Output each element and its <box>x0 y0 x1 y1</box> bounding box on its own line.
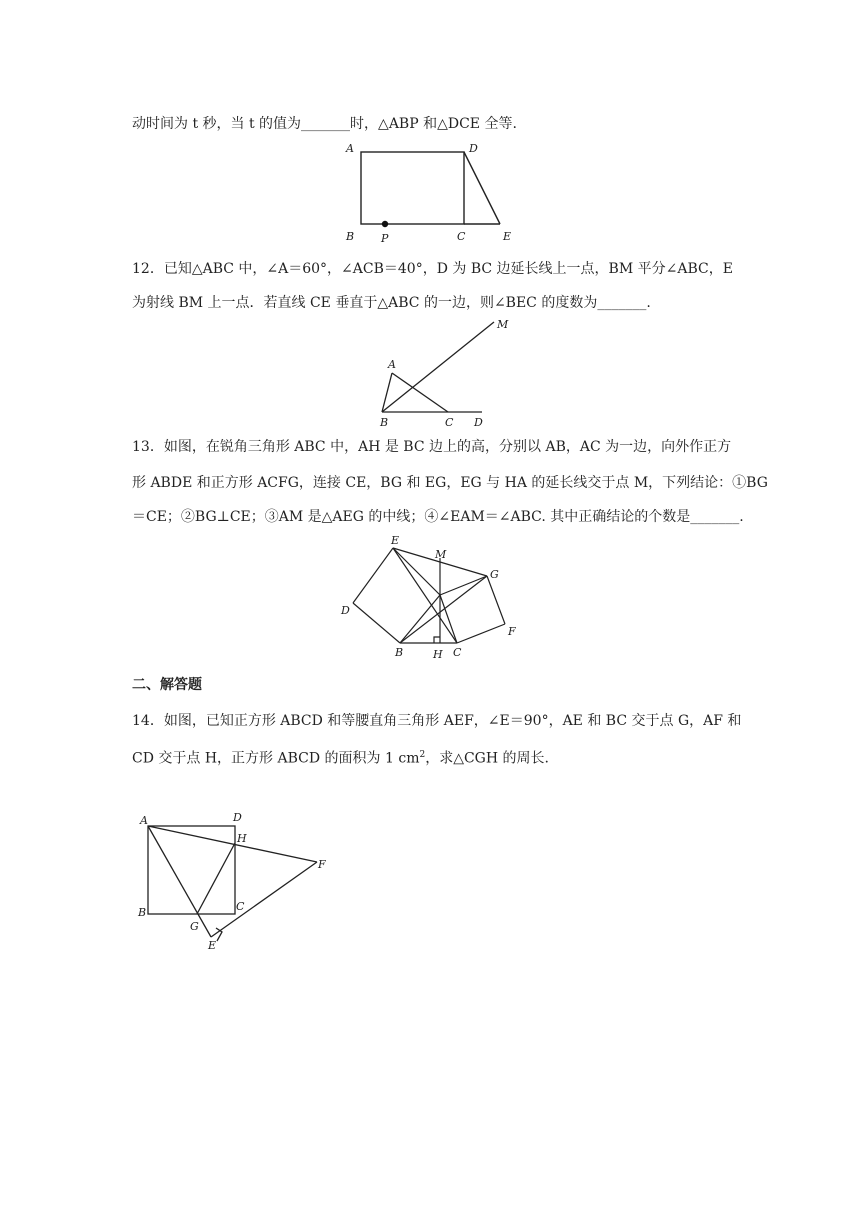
fig4-label-d: D <box>233 811 242 824</box>
fig4-label-h: H <box>237 832 247 845</box>
section-heading: 二、解答题 <box>132 677 202 693</box>
q14-line2-text: CD 交于点 H，正方形 ABCD 的面积为 1 cm <box>132 750 420 767</box>
fig1-label-p: P <box>381 232 389 245</box>
fig2-label-m: M <box>497 318 509 331</box>
fig1-label-a: A <box>346 142 354 155</box>
fig3-label-h: H <box>433 648 443 661</box>
figure-q14 <box>132 806 342 956</box>
fig1-label-e: E <box>503 230 512 243</box>
q14-line2 <box>132 746 549 768</box>
q11-text: 动时间为 t 秒，当 t 的值为_______时，△ABP 和△DCE 全等. <box>132 116 517 132</box>
q14-superscript: 2 <box>419 750 426 760</box>
fig3-label-m: M <box>435 548 447 561</box>
fig4-label-g: G <box>190 920 199 933</box>
fig1-label-c: C <box>457 230 466 243</box>
q13-line1: 13．如图，在锐角三角形 ABC 中，AH 是 BC 边上的高，分别以 AB，AC 为一边，向外作正方 <box>132 439 732 455</box>
figure-q13 <box>335 532 545 664</box>
q14-line1: 14．如图，已知正方形 ABCD 和等腰直角三角形 AEF，∠E＝90°，AE 和 BC 交于点 G，AF 和 <box>132 713 742 729</box>
fig3-label-d: D <box>341 604 350 617</box>
fig3-label-f: F <box>508 625 516 638</box>
q13-line3: ＝CE；②BG⊥CE；③AM 是△AEG 的中线；④∠EAM＝∠ABC. 其中正确结论的个数是_______. <box>132 509 744 525</box>
figure-q11 <box>340 138 520 248</box>
fig3-label-g: G <box>490 568 499 581</box>
fig2-label-c: C <box>445 416 454 429</box>
q12-line2: 为射线 BM 上一点．若直线 CE 垂直于△ABC 的一边，则∠BEC 的度数为_______. <box>132 295 651 311</box>
fig1-label-d: D <box>469 142 478 155</box>
fig3-label-c: C <box>453 646 462 659</box>
fig4-label-a: A <box>140 814 148 827</box>
fig4-label-c: C <box>236 900 245 913</box>
q12-line1: 12．已知△ABC 中，∠A＝60°，∠ACB＝40°，D 为 BC 边延长线上一点，BM 平分∠ABC，E <box>132 261 733 277</box>
fig4-label-e: E <box>208 939 217 952</box>
q13-line2: 形 ABDE 和正方形 ACFG，连接 CE，BG 和 EG，EG 与 HA 的延长线交于点 M，下列结论：①BG <box>132 475 768 491</box>
fig4-label-f: F <box>318 858 326 871</box>
fig1-label-b: B <box>346 230 355 243</box>
fig2-label-d: D <box>474 416 483 429</box>
point-p-marker <box>382 221 388 227</box>
fig4-label-b: B <box>138 906 147 919</box>
fig2-label-b: B <box>380 416 389 429</box>
fig3-label-e: E <box>391 534 400 547</box>
fig3-label-b: B <box>395 646 404 659</box>
q14-line2-tail: ，求△CGH 的周长. <box>425 750 549 767</box>
figure-q12 <box>372 316 522 432</box>
fig2-label-a: A <box>388 358 396 371</box>
